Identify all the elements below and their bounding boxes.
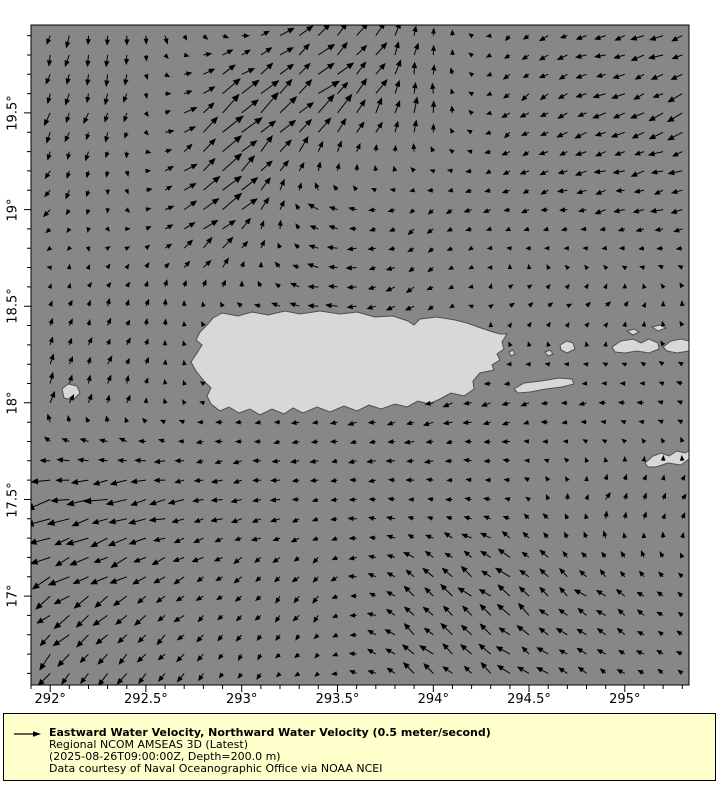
x-tick-label: 293°: [226, 692, 258, 707]
y-tick-label: 18°: [5, 391, 21, 415]
legend-box: [3, 713, 716, 781]
x-tick-label: 292.5°: [124, 692, 168, 707]
x-tick-label: 292°: [34, 692, 66, 707]
legend-courtesy: Data courtesy of Naval Oceanographic Office via NOAA NCEI: [49, 762, 383, 775]
x-tick-label: 294.5°: [507, 692, 551, 707]
y-tick-label: 18.5°: [5, 288, 21, 324]
legend-time-depth: (2025-08-26T09:00:00Z, Depth=200.0 m): [49, 750, 281, 763]
y-tick-label: 19.5°: [5, 95, 21, 131]
legend-dataset: Regional NCOM AMSEAS 3D (Latest): [49, 738, 248, 751]
x-tick-label: 295°: [609, 692, 641, 707]
x-tick-label: 294°: [417, 692, 449, 707]
reference-arrow-icon: [13, 728, 43, 740]
legend-text: [49, 727, 491, 775]
x-tick-label: 293.5°: [315, 692, 360, 707]
y-tick-label: 19°: [5, 198, 21, 222]
legend-title: Eastward Water Velocity, Northward Water Velocity (0.5 meter/second): [49, 726, 491, 739]
y-tick-label: 17.5°: [5, 481, 21, 518]
y-tick-label: 17°: [5, 584, 21, 608]
